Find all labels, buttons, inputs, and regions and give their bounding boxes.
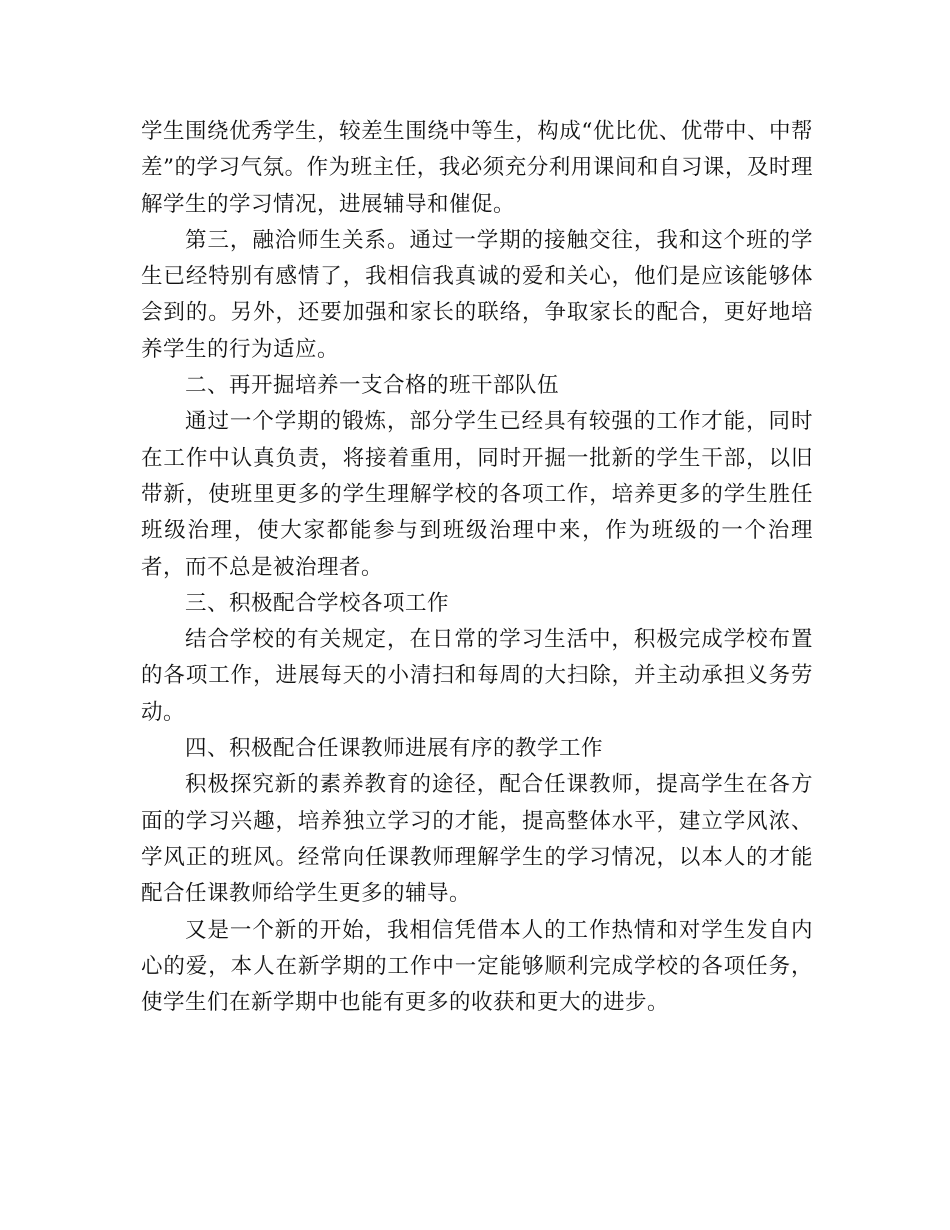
section-heading-school-work: 三、积极配合学校各项工作: [185, 590, 450, 616]
section-heading-class-cadres: 二、再开掘培养一支合格的班干部队伍: [185, 373, 560, 399]
paragraph-teaching-work: 积极探究新的素养教育的途径，配合任课教师，提高学生在各方面的学习兴趣，培养独立学习的才能，提高整体水平，建立学风浓、学风正的班风。经常向任课教师理解学生的学习情况，以本人的才能配合任课教师给学生更多的辅导。: [141, 772, 813, 907]
section-heading-teaching-work: 四、积极配合任课教师进展有序的教学工作: [185, 736, 604, 762]
document-body: [141, 114, 813, 1021]
paragraph-teacher-student-relations: 第三，融洽师生关系。通过一学期的接触交往，我和这个班的学生已经特别有感情了，我相信我真诚的爱和关心，他们是应该能够体会到的。另外，还要加强和家长的联络，争取家长的配合，更好地培养学生的行为适应。: [141, 227, 813, 362]
paragraph-school-work: 结合学校的有关规定，在日常的学习生活中，积极完成学校布置的各项工作，进展每天的小清扫和每周的大扫除，并主动承担义务劳动。: [141, 627, 813, 725]
paragraph-continuation: 学生围绕优秀学生，较差生围绕中等生，构成“优比优、优带中、中帮差”的学习气氛。作为班主任，我必须充分利用课间和自习课，及时理解学生的学习情况，进展辅导和催促。: [141, 119, 813, 217]
paragraph-conclusion: 又是一个新的开始，我相信凭借本人的工作热情和对学生发自内心的爱，本人在新学期的工作中一定能够顺利完成学校的各项任务，使学生们在新学期中也能有更多的收获和更大的进步。: [141, 917, 813, 1016]
paragraph-class-cadres: 通过一个学期的锻炼，部分学生已经具有较强的工作才能，同时在工作中认真负责，将接着重用，同时开掘一批新的学生干部，以旧带新，使班里更多的学生理解学校的各项工作，培养更多的学生胜任班级治理，使大家都能参与到班级治理中来，作为班级的一个治理者，而不总是被治理者。: [141, 409, 813, 580]
